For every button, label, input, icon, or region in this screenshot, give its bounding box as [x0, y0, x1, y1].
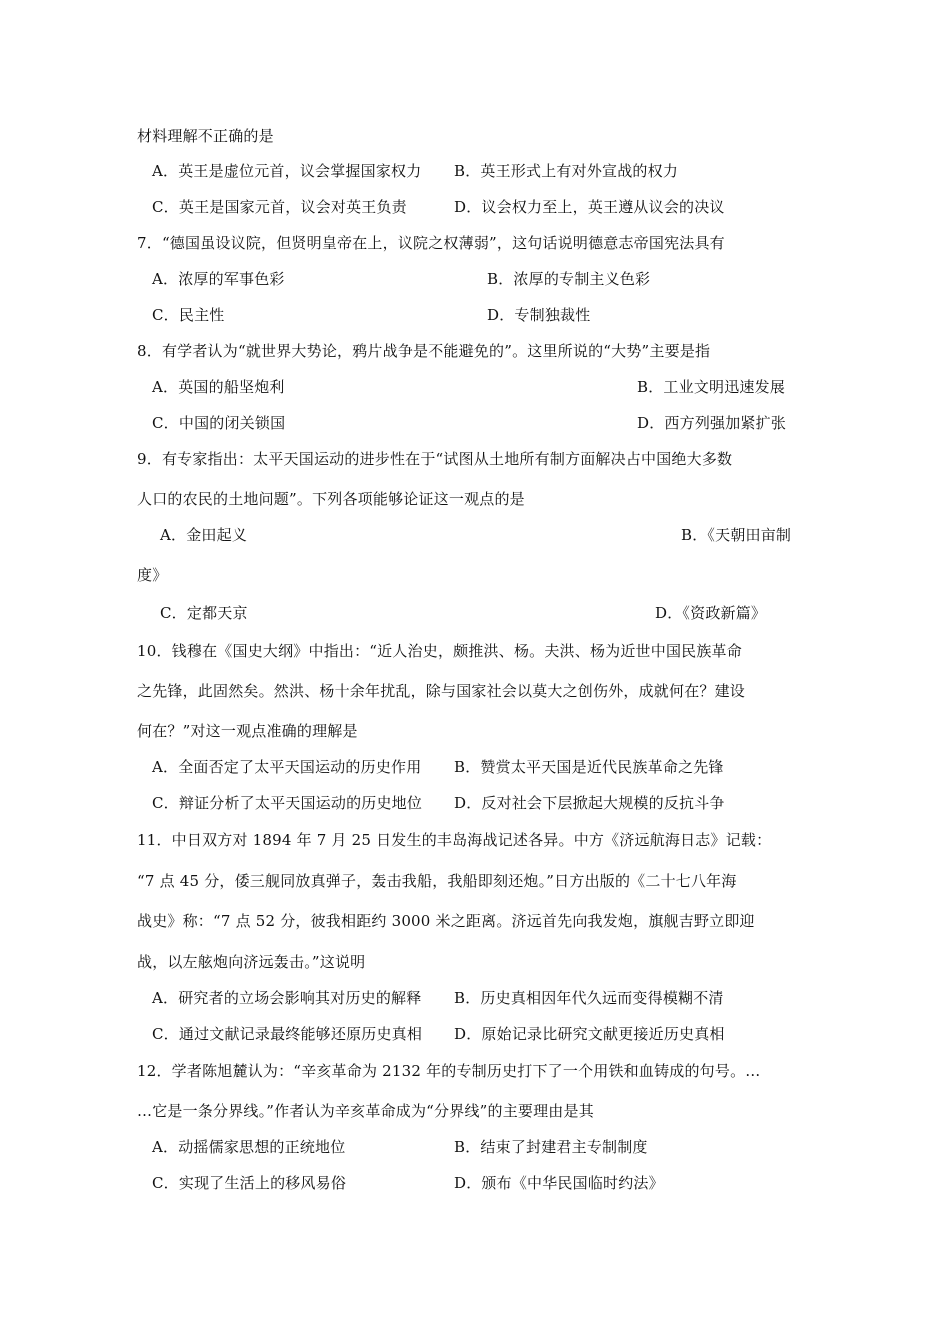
- question-10: 之先锋，此固然矣。然洪、杨十余年扰乱，除与国家社会以莫大之创伤外，成就何在？建设: [137, 682, 746, 700]
- q6-option-a: A．英王是虚位元首，议会掌握国家权力: [152, 162, 422, 180]
- q10-option-d: D．反对社会下层掀起大规模的反抗斗争: [454, 794, 725, 812]
- q7-option-c: C．民主性: [152, 306, 225, 324]
- q6-option-c: C．英王是国家元首，议会对英王负责: [152, 198, 407, 216]
- question-11: 战史》称：“7 点 52 分，彼我相距约 3000 米之距离。济远首先向我发炮，旗舰吉野立即迎: [137, 912, 755, 930]
- q12-option-a: A．动摇儒家思想的正统地位: [152, 1138, 346, 1156]
- q9-option-b: 度》: [137, 566, 168, 584]
- question-12: 12．学者陈旭麓认为：“辛亥革命为 2132 年的专制历史打下了一个用铁和血铸成的句号。…: [137, 1062, 761, 1080]
- q8-option-b: B．工业文明迅速发展: [637, 378, 786, 396]
- q10-option-b: B．赞赏太平天国是近代民族革命之先锋: [454, 758, 724, 776]
- q8-option-a: A．英国的船坚炮利: [152, 378, 285, 396]
- q12-option-d: D．颁布《中华民国临时约法》: [454, 1174, 664, 1192]
- q9-option-d: D．《资政新篇》: [655, 604, 767, 622]
- q11-option-a: A．研究者的立场会影响其对历史的解释: [152, 989, 422, 1007]
- question-11: 11．中日双方对 1894 年 7 月 25 日发生的丰岛海战记述各异。中方《济远航海日志》记载：: [137, 831, 772, 849]
- q7-option-d: D．专制独裁性: [487, 306, 591, 324]
- question-11: 战，以左舷炮向济远轰击。”这说明: [137, 953, 366, 971]
- q12-option-c: C．实现了生活上的移风易俗: [152, 1174, 347, 1192]
- q12-option-b: B．结束了封建君主专制制度: [454, 1138, 648, 1156]
- q11-option-c: C．通过文献记录最终能够还原历史真相: [152, 1025, 423, 1043]
- q10-option-c: C．辩证分析了太平天国运动的历史地位: [152, 794, 423, 812]
- q8-option-d: D．西方列强加紧扩张: [637, 414, 787, 432]
- text-line: 材料理解不正确的是: [137, 127, 274, 145]
- q9-option-b: B．《天朝田亩制: [681, 526, 792, 544]
- q11-option-d: D．原始记录比研究文献更接近历史真相: [454, 1025, 725, 1043]
- question-9: 9．有专家指出：太平天国运动的进步性在于“试图从土地所有制方面解决占中国绝大多数: [137, 450, 733, 468]
- question-10: 10．钱穆在《国史大纲》中指出：“近人治史，颇推洪、杨。夫洪、杨为近世中国民族革命: [137, 642, 742, 660]
- q9-option-a: A．金田起义: [160, 526, 248, 544]
- q7-option-b: B．浓厚的专制主义色彩: [487, 270, 651, 288]
- q9-option-c: C．定都天京: [160, 604, 248, 622]
- question-12: …它是一条分界线。”作者认为辛亥革命成为“分界线”的主要理由是其: [137, 1102, 594, 1120]
- q6-option-b: B．英王形式上有对外宣战的权力: [454, 162, 679, 180]
- q6-option-d: D．议会权力至上，英王遵从议会的决议: [454, 198, 725, 216]
- q11-option-b: B．历史真相因年代久远而变得模糊不清: [454, 989, 724, 1007]
- question-9: 人口的农民的土地问题”。下列各项能够论证这一观点的是: [137, 490, 525, 508]
- question-7: 7．“德国虽设议院，但贤明皇帝在上，议院之权薄弱”，这句话说明德意志帝国宪法具有: [137, 234, 725, 252]
- question-8: 8．有学者认为“就世界大势论，鸦片战争是不能避免的”。这里所说的“大势”主要是指: [137, 342, 711, 360]
- question-11: “7 点 45 分，倭三舰同放真弹子，轰击我船，我船即刻还炮。”日方出版的《二十七八年海: [137, 872, 737, 890]
- q7-option-a: A．浓厚的军事色彩: [152, 270, 285, 288]
- question-10: 何在？”对这一观点准确的理解是: [137, 722, 358, 740]
- q10-option-a: A．全面否定了太平天国运动的历史作用: [152, 758, 422, 776]
- q8-option-c: C．中国的闭关锁国: [152, 414, 286, 432]
